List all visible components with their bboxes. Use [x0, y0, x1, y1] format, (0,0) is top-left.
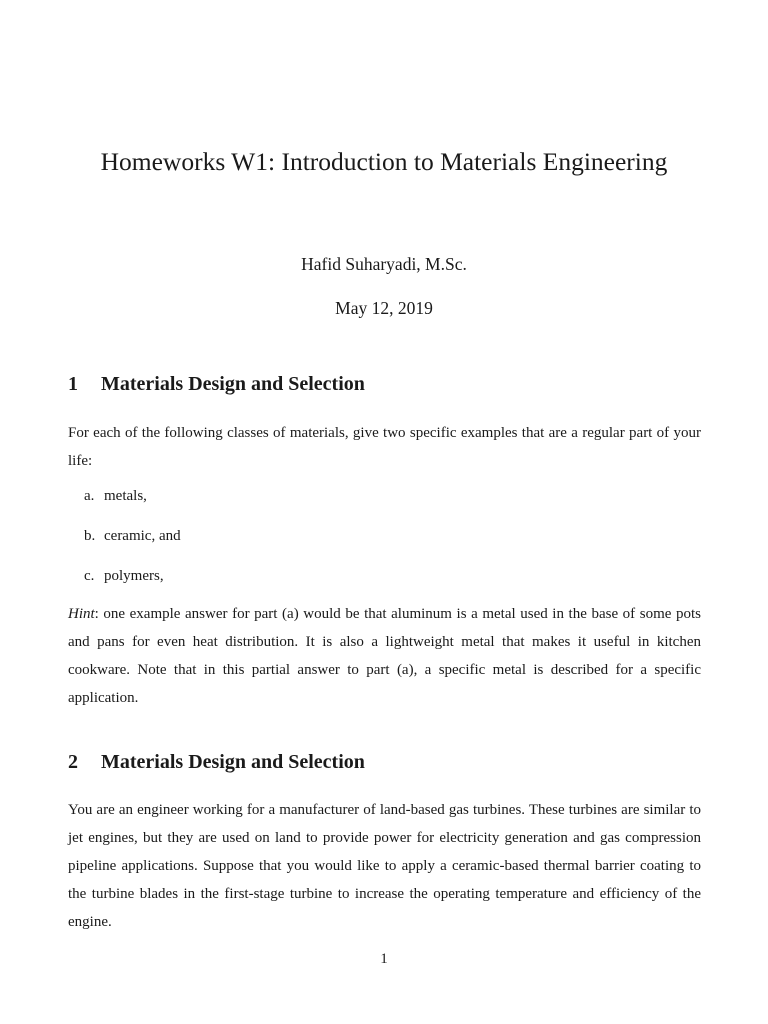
list-marker: a.: [84, 488, 95, 504]
section-1-heading: [68, 373, 365, 396]
document-date: May 12, 2019: [335, 298, 433, 318]
section-2-number: 2: [68, 751, 78, 773]
document-title: Homeworks W1: Introduction to Materials Engineering: [100, 147, 668, 176]
list-item: [84, 488, 147, 505]
section-2-body: You are an engineer working for a manufacturer of land-based gas turbines. These turbines are similar to jet engines, but they are used on land to provide power for electricity generation and gas compression pipeline applications. Suppose that you would like to apply a ceramic-based thermal barrier coating to the turbine blades in the first-stage turbine to increase the operating temperature and efficiency of the engine.: [68, 802, 701, 930]
list-item-text: polymers,: [104, 568, 164, 584]
page-number: 1: [380, 951, 388, 967]
hint-paragraph: [68, 600, 701, 712]
list-marker: c.: [84, 568, 95, 584]
author-name: Hafid Suharyadi, M.Sc.: [301, 254, 467, 274]
list-item: [84, 528, 181, 545]
section-2-title: Materials Design and Selection: [101, 751, 365, 773]
hint-text: : one example answer for part (a) would be that aluminum is a metal used in the base of some pots and pans for even heat distribution. It is also a lightweight metal that makes it useful in kitchen cookware. Note that in this partial answer to part (a), a specific metal is described for a specific application.: [68, 606, 701, 706]
section-1-intro: For each of the following classes of materials, give two specific examples that are a regular part of your life:: [68, 425, 701, 469]
list-item: [84, 568, 164, 585]
section-1-title: Materials Design and Selection: [101, 373, 365, 395]
list-item-text: metals,: [104, 488, 147, 504]
section-2-heading: [68, 751, 365, 774]
hint-label: Hint: [68, 606, 95, 622]
section-1-number: 1: [68, 373, 78, 395]
list-marker: b.: [84, 528, 96, 544]
list-item-text: ceramic, and: [104, 528, 181, 544]
